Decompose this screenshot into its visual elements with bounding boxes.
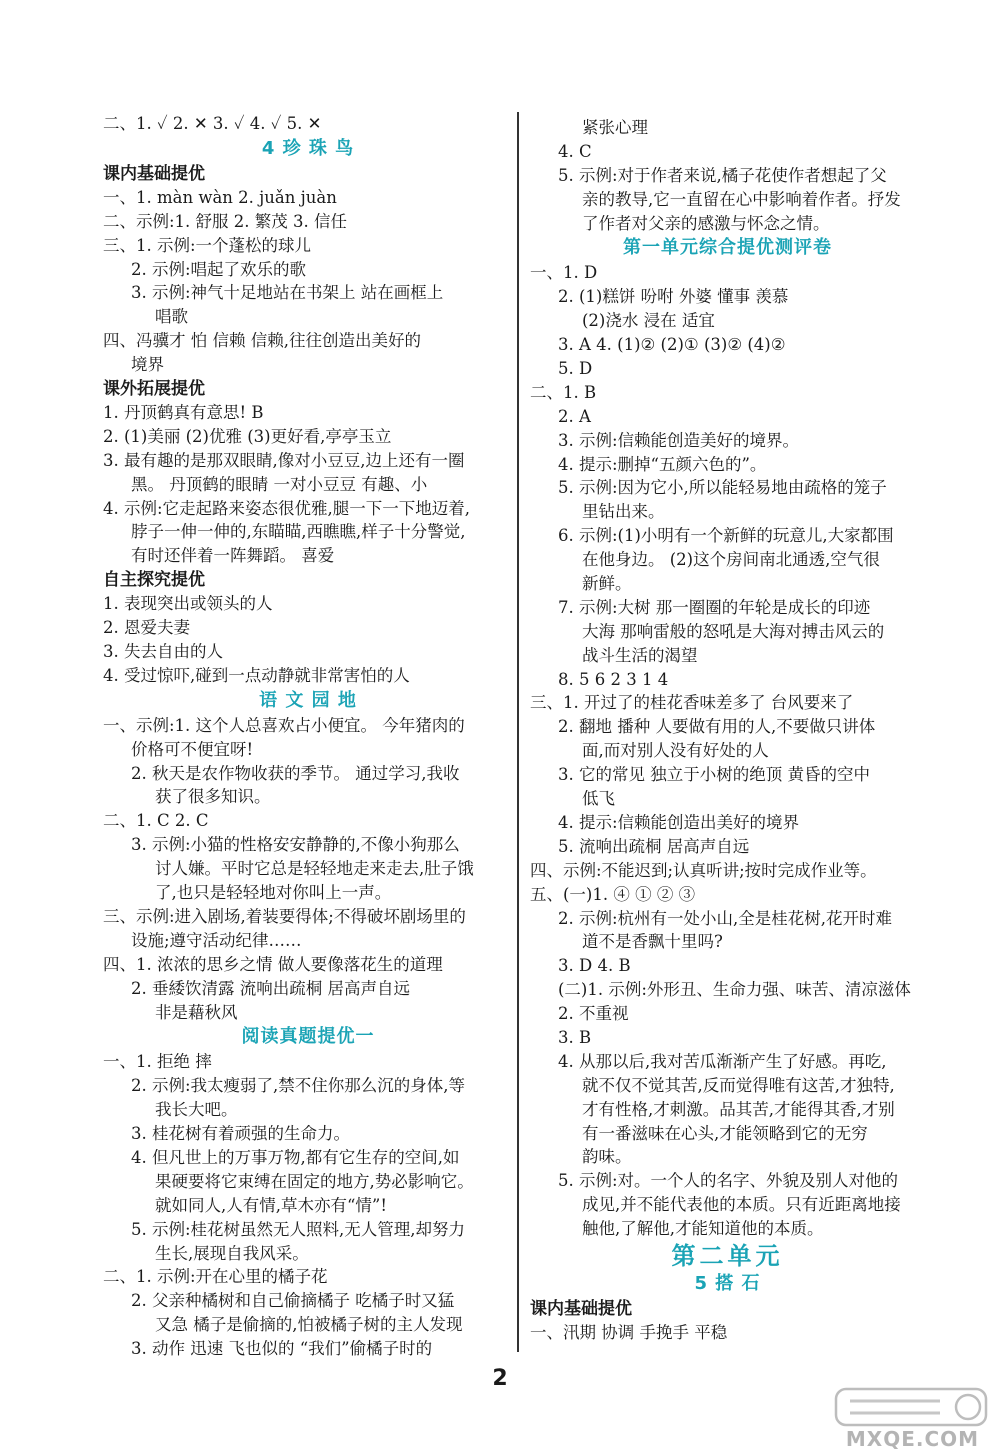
answer-line: 2. A — [558, 406, 591, 426]
answer-line: 二、1. B — [530, 382, 597, 402]
answer-line: 道不是香飘十里吗? — [582, 932, 723, 952]
answer-line: 新鲜。 — [582, 574, 632, 594]
answer-line: 3. 示例:小猫的性格安安静静的,不像小狗那么 — [131, 835, 460, 855]
unit-title: 第二单元 — [671, 1241, 784, 1270]
answer-line: 3. D 4. B — [558, 956, 631, 976]
answer-line: 2. (1)糕饼 吩咐 外婆 懂事 羡慕 — [558, 287, 789, 307]
answer-line: 3. 示例:信赖能创造美好的境界。 — [558, 430, 800, 450]
answer-line: 2. (1)美丽 (2)优雅 (3)更好看,亭亭玉立 — [103, 426, 392, 446]
section-heading: 自主探究提优 — [103, 570, 205, 591]
answer-line: 一、示例:1. 这个人总喜欢占小便宜。 今年猪肉的 — [103, 715, 465, 735]
answer-line: 4. C — [558, 141, 592, 161]
answer-line: 1. 表现突出或领头的人 — [103, 594, 273, 614]
answer-line: 3. A 4. (1)② (2)① (3)② (4)② — [558, 335, 786, 355]
answer-line: 三、1. 开过了的桂花香味差多了 台风要来了 — [530, 693, 854, 713]
answer-line: 触他,了解他,才能知道他的本质。 — [582, 1219, 824, 1239]
answer-line: 二、1. 示例:开在心里的橘子花 — [103, 1267, 328, 1287]
answer-line: 2. 示例:我太瘦弱了,禁不住你那么沉的身体,等 — [131, 1076, 466, 1096]
answer-line: 3. 动作 迅速 飞也似的 “我们”偷橘子时的 — [131, 1339, 433, 1359]
answer-line: 4. 受过惊吓,碰到一点动静就非常害怕的人 — [103, 665, 410, 685]
answer-line: 2. 恩爱夫妻 — [103, 618, 190, 638]
answer-line: 三、1. 示例:一个蓬松的球儿 — [103, 235, 312, 255]
answer-line: 境界 — [131, 355, 164, 375]
answer-line: 黑。 丹顶鹤的眼睛 一对小豆豆 有趣、小 — [131, 474, 428, 494]
answer-line: 5. 示例:因为它小,所以能轻易地由疏格的笼子 — [558, 478, 887, 498]
section-heading: 课内基础提优 — [103, 163, 205, 184]
lesson-title: 语 文 园 地 — [259, 689, 357, 711]
answer-line: 2. 不重视 — [558, 1004, 629, 1024]
answer-line: 低飞 — [582, 789, 615, 809]
answer-line: 四、1. 浓浓的思乡之情 做人要像落花生的道理 — [103, 954, 443, 974]
lesson-title: 第一单元综合提优测评卷 — [623, 237, 832, 259]
answer-line: 4. 提示:信赖能创造出美好的境界 — [558, 812, 800, 832]
answer-line: 2. 父亲种橘树和自己偷摘橘子 吃橘子时又猛 — [131, 1291, 455, 1311]
answer-line: 四、冯骥才 怕 信赖 信赖,往往创造出美好的 — [103, 331, 421, 351]
section-heading: 课内基础提优 — [530, 1298, 632, 1319]
answer-line: 2. 示例:唱起了欢乐的歌 — [131, 259, 307, 279]
answer-line: 价格可不便宜呀! — [131, 739, 254, 759]
answer-line: 脖子一伸一伸的,东瞄瞄,西瞧瞧,样子十分警觉, — [131, 522, 466, 542]
answer-line: 8. 5 6 2 3 1 4 — [558, 669, 669, 689]
answer-line: 二、1. ✓ 2. ✕ 3. ✓ 4. ✓ 5. ✕ — [103, 114, 322, 133]
column-divider — [517, 112, 519, 1352]
answer-line: 4. 提示:删掉“五颜六色的”。 — [558, 454, 767, 474]
watermark-text: MXQE.COM — [845, 1427, 980, 1451]
answer-line: 一、汛期 协调 手挽手 平稳 — [530, 1322, 728, 1342]
answer-line: 讨人嫌。平时它总是轻轻地走来走去,肚子饿 — [155, 859, 474, 879]
answer-line: 成见,并不能代表他的本质。只有近距离地接 — [582, 1195, 901, 1215]
answer-line: 3. 最有趣的是那双眼睛,像对小豆豆,边上还有一圈 — [103, 450, 465, 470]
answer-line: 一、1. 拒绝 摔 — [103, 1052, 212, 1072]
answer-line: 2. 示例:杭州有一处小山,全是桂花树,花开时难 — [558, 908, 893, 928]
answer-line: 在他身边。 (2)这个房间南北通透,空气很 — [582, 550, 880, 570]
answer-line: 4. 示例:它走起路来姿态很优雅,腿一下一下地迈着, — [103, 498, 471, 518]
section-heading: 课外拓展提优 — [103, 379, 205, 400]
answer-line: 2. 垂緌饮清露 流响出疏桐 居高声自远 — [131, 978, 410, 998]
answer-line: 又急 橘子是偷摘的,怕被橘子树的主人发现 — [155, 1315, 463, 1335]
answer-line: 我长大吧。 — [155, 1100, 238, 1120]
answer-line: 5. 示例:对。一个人的名字、外貌及别人对他的 — [558, 1171, 899, 1191]
answer-line: 3. 失去自由的人 — [103, 642, 223, 662]
answer-line: 五、(一)1. ④ ① ② ③ — [530, 884, 696, 904]
answer-line: 韵味。 — [582, 1147, 632, 1167]
answer-line: 二、1. C 2. C — [103, 811, 209, 831]
answer-line: 三、示例:进入剧场,着装要得体;不得破坏剧场里的 — [103, 906, 466, 926]
answer-line: 一、1. màn wàn 2. juǎn juàn — [103, 187, 337, 207]
answer-line: 有一番滋味在心头,才能领略到它的无穷 — [582, 1123, 868, 1143]
answer-line: 3. 示例:神气十足地站在书架上 站在画框上 — [131, 283, 444, 303]
answer-line: 了,也只是轻轻地对你叫上一声。 — [155, 883, 392, 903]
answer-line: (2)浇水 浸在 适宜 — [582, 311, 715, 331]
answer-line: 了作者对父亲的感激与怀念之情。 — [582, 213, 830, 233]
answer-line: 7. 示例:大树 那一圈圈的年轮是成长的印迹 — [558, 597, 871, 617]
watermark-logo — [830, 1385, 995, 1453]
answer-line: 生长,展现自我风采。 — [155, 1243, 309, 1263]
answer-line: 6. 示例:(1)小明有一个新鲜的玩意儿,大家都围 — [558, 526, 894, 546]
answer-line: 3. 它的常见 独立于小树的绝顶 黄昏的空中 — [558, 765, 870, 785]
answer-line: 战斗生活的渴望 — [582, 645, 698, 665]
answer-line: 果硬要将它束缚在固定的地方,势必影响它。 — [155, 1171, 474, 1191]
answer-line: 3. 桂花树有着顽强的生命力。 — [131, 1124, 350, 1144]
answer-line: 5. 示例:对于作者来说,橘子花使作者想起了父 — [558, 165, 887, 185]
answer-line: 一、1. D — [530, 263, 598, 283]
answer-line: 1. 丹顶鹤真有意思! B — [103, 403, 264, 423]
answer-line: 设施;遵守活动纪律…… — [131, 930, 302, 950]
answer-line: 四、示例:不能迟到;认真听讲;按时完成作业等。 — [530, 860, 877, 880]
answer-line: 3. B — [558, 1027, 592, 1047]
answer-line: 面,而对别人没有好处的人 — [582, 741, 769, 761]
answer-line: (二)1. 示例:外形丑、生命力强、味苦、清凉滋体 — [558, 980, 911, 1000]
left-column — [103, 112, 513, 1361]
answer-line: 有时还伴着一阵舞蹈。 喜爱 — [131, 546, 335, 566]
answer-line: 2. 秋天是农作物收获的季节。 通过学习,我收 — [131, 763, 460, 783]
answer-line: 获了很多知识。 — [155, 787, 271, 807]
answer-line: 大海 那响雷般的怒吼是大海对搏击风云的 — [582, 621, 885, 641]
answer-line: 5. D — [558, 359, 593, 379]
answer-line: 紧张心理 — [582, 118, 648, 137]
answer-line: 4. 从那以后,我对苦瓜渐渐产生了好感。再吃, — [558, 1051, 887, 1071]
answer-line: 4. 但凡世上的万事万物,都有它生存的空间,如 — [131, 1147, 460, 1167]
watermark-badge-icon — [830, 1385, 995, 1429]
answer-line: 二、示例:1. 舒服 2. 繁茂 3. 信任 — [103, 211, 348, 231]
answer-line: 5. 流响出疏桐 居高声自远 — [558, 836, 750, 856]
lesson-title: 阅读真题提优一 — [241, 1026, 375, 1048]
answer-line: 5. 示例:桂花树虽然无人照料,无人管理,却努力 — [131, 1219, 466, 1239]
answer-line: 唱歌 — [155, 307, 188, 327]
right-column — [530, 116, 925, 1345]
answer-line: 才有性格,才刺激。品其苦,才能得其香,才别 — [582, 1099, 895, 1119]
answer-line: 里钻出来。 — [582, 502, 665, 522]
lesson-title: 4 珍 珠 鸟 — [261, 137, 355, 159]
answer-line: 就不仅不觉其苦,反而觉得唯有这苦,才独特, — [582, 1075, 895, 1095]
lesson-title: 5 搭 石 — [694, 1272, 761, 1294]
answer-line: 2. 翻地 播种 人要做有用的人,不要做只讲体 — [558, 717, 876, 737]
answer-line: 非是藉秋风 — [155, 1002, 238, 1022]
answer-line: 就如同人,人有情,草木亦有“情”! — [155, 1195, 387, 1215]
answer-line: 亲的教导,它一直留在心中影响着作者。抒发 — [582, 189, 901, 209]
page-number: 2 — [492, 1366, 508, 1391]
